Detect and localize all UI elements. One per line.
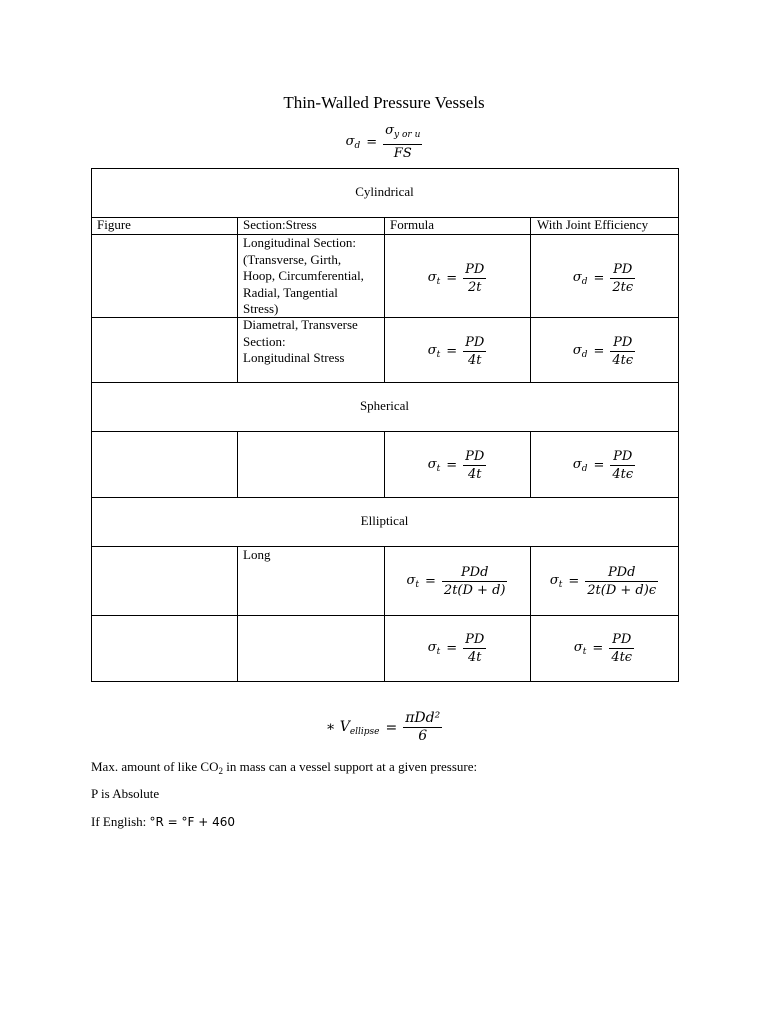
section-spherical: Spherical xyxy=(359,398,410,413)
cyl-row2-section: Diametral, Transverse Section: Longitudinal Stress xyxy=(243,317,358,365)
formula-cyl-long-je: $\sigma_d$ = $\frac{PD}{4t\epsilon}$ xyxy=(572,334,634,368)
formula-ell-long-je: $\sigma_t$ = $\frac{\text{PDd}}{2t(D + d)\epsilon}$ xyxy=(549,564,657,598)
formula-ell-short-je: $\sigma_t$ = $\frac{PD}{4t\epsilon}$ xyxy=(573,631,633,665)
header-figure: Figure xyxy=(97,217,131,232)
formula-sph-je: $\sigma_d$ = $\frac{PD}{4t\epsilon}$ xyxy=(572,448,634,482)
header-formula: Formula xyxy=(390,217,435,232)
note-english-units: If English: °R = °F + 460 xyxy=(91,814,236,829)
ell-row1-section: Long xyxy=(243,547,271,562)
header-joint-efficiency: With Joint Efficiency xyxy=(537,217,649,232)
page-title: Thin-Walled Pressure Vessels xyxy=(283,93,485,112)
formula-sph: $\sigma_t$ = $\frac{PD}{4t}$ xyxy=(427,448,485,482)
note-max-amount: Max. amount of like $CO_2$ in mass can a vessel support at a given pressure: xyxy=(91,759,478,776)
section-elliptical: Elliptical xyxy=(360,513,409,528)
formula-cyl-hoop-je: $\sigma_d$ = $\frac{PD}{2t\epsilon}$ xyxy=(572,261,634,295)
formula-cyl-hoop: $\sigma_t$ = $\frac{PD}{2t}$ xyxy=(427,261,485,295)
formula-ell-long: $\sigma_t$ = $\frac{\text{PDd}}{2t(D + d)}$ xyxy=(406,564,506,598)
cyl-row1-section: Longitudinal Section: (Transverse, Girth, Hoop, Circumferential, Radial, Tangential Stress) xyxy=(243,235,364,316)
ellipse-volume-equation: ∗ $V_{ellipse}$ = $\frac{\text{πDd²}}{6}$ xyxy=(325,710,441,744)
design-stress-equation: $\sigma_d$ = $\frac{\sigma_{y or u}}{FS}$ xyxy=(345,123,421,161)
formula-cyl-long: $\sigma_t$ = $\frac{PD}{4t}$ xyxy=(427,334,485,368)
section-cylindrical: Cylindrical xyxy=(355,184,414,199)
note-p-absolute: P is Absolute xyxy=(91,786,160,801)
formula-ell-short: $\sigma_t$ = $\frac{PD}{4t}$ xyxy=(427,631,485,665)
header-section-stress: Section:Stress xyxy=(243,217,317,232)
